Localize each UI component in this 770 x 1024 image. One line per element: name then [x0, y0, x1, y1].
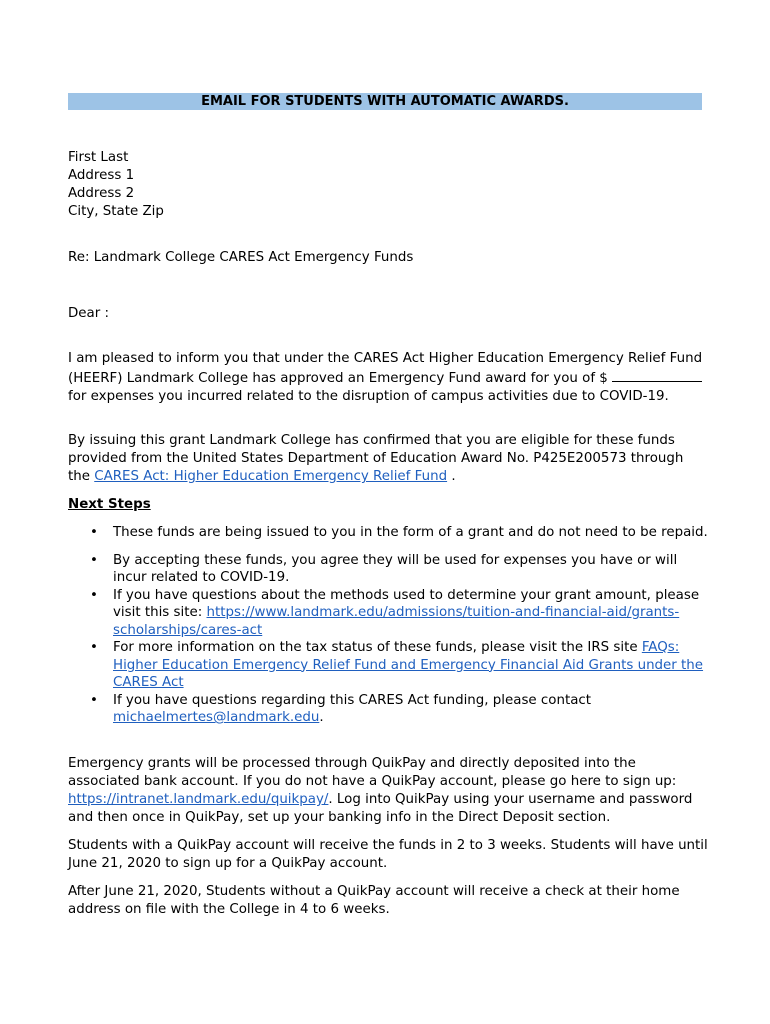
list-item [68, 524, 708, 542]
quikpay-paragraph [68, 755, 708, 827]
bullet-icon: • [90, 692, 98, 708]
recipient-address [68, 149, 164, 221]
list-item [68, 692, 708, 727]
eligibility-paragraph [68, 432, 708, 486]
address-line-1: Address 1 [68, 168, 135, 183]
quikpay-paragraph-end: . Log into QuikPay using your username and password and then once in QuikPay, set up your banking info in the Direct Deposit section. [68, 792, 693, 825]
list-item [68, 552, 708, 587]
bullet-icon: • [90, 587, 98, 603]
quikpay-timing-paragraph: Students with a QuikPay account will receive the funds in 2 to 3 weeks. Students will have until June 21, 2020 to sign up for a QuikPay account. [68, 838, 708, 871]
bullet-text: If you have questions about the methods used to determine your grant amount, please visit this site: [113, 587, 700, 620]
document-title: EMAIL FOR STUDENTS WITH AUTOMATIC AWARDS. [68, 93, 702, 110]
eligibility-paragraph-end: . [447, 469, 456, 484]
bullet-icon: • [90, 552, 98, 568]
award-paragraph-text-end: for expenses you incurred related to the disruption of campus activities due to COVID-19. [68, 389, 669, 404]
heerf-link[interactable]: CARES Act: Higher Education Emergency Relief Fund [94, 469, 448, 484]
recipient-name: First Last [68, 150, 129, 165]
bullet-text: By accepting these funds, you agree they will be used for expenses you have or will incur related to COVID-19. [113, 552, 678, 585]
address-city-state-zip: City, State Zip [68, 204, 164, 219]
award-amount-blank [612, 368, 702, 382]
quikpay-signup-link[interactable]: https://intranet.landmark.edu/quikpay/ [68, 792, 329, 807]
subject-line: Re: Landmark College CARES Act Emergency Funds [68, 250, 414, 265]
list-item [68, 639, 708, 692]
bullet-text: These funds are being issued to you in the form of a grant and do not need to be repaid. [113, 525, 708, 540]
bullet-icon: • [90, 525, 98, 540]
bullet-text: For more information on the tax status of these funds, please visit the IRS site [113, 640, 642, 655]
contact-email-link[interactable]: michaelmertes@landmark.edu [113, 710, 320, 725]
check-mailing-paragraph: After June 21, 2020, Students without a QuikPay account will receive a check at their home address on file with the College in 4 to 6 weeks. [68, 884, 680, 917]
irs-faqs-link[interactable]: FAQs: Higher Education Emergency Relief Fund and Emergency Financial Aid Grants under the CARES Act [113, 640, 704, 690]
address-line-2: Address 2 [68, 186, 135, 201]
bullet-text-end: . [319, 710, 324, 725]
list-item [68, 587, 708, 640]
bullet-icon: • [90, 640, 98, 655]
bullet-text: If you have questions regarding this CARES Act funding, please contact [113, 692, 592, 708]
grant-methods-link[interactable]: https://www.landmark.edu/admissions/tuition-and-financial-aid/grants-scholarships/cares-act [113, 605, 680, 638]
next-steps-heading: Next Steps [68, 497, 151, 512]
next-steps-list [68, 524, 708, 727]
eligibility-paragraph-text: By issuing this grant Landmark College has confirmed that you are eligible for these funds provided from the United States Department of Education Award No. P425E200573 through the [68, 433, 684, 484]
quikpay-paragraph-text: Emergency grants will be processed through QuikPay and directly deposited into the associated bank account. If you do not have a QuikPay account, please go here to sign up: [68, 756, 677, 789]
award-paragraph-text-start: I am pleased to inform you that under the CARES Act Higher Education Emergency Relief Fund (HEERF) Landmark College has approved an Emergency Fund award for you of $ [68, 351, 703, 386]
salutation: Dear : [68, 306, 110, 321]
award-paragraph [68, 350, 708, 406]
